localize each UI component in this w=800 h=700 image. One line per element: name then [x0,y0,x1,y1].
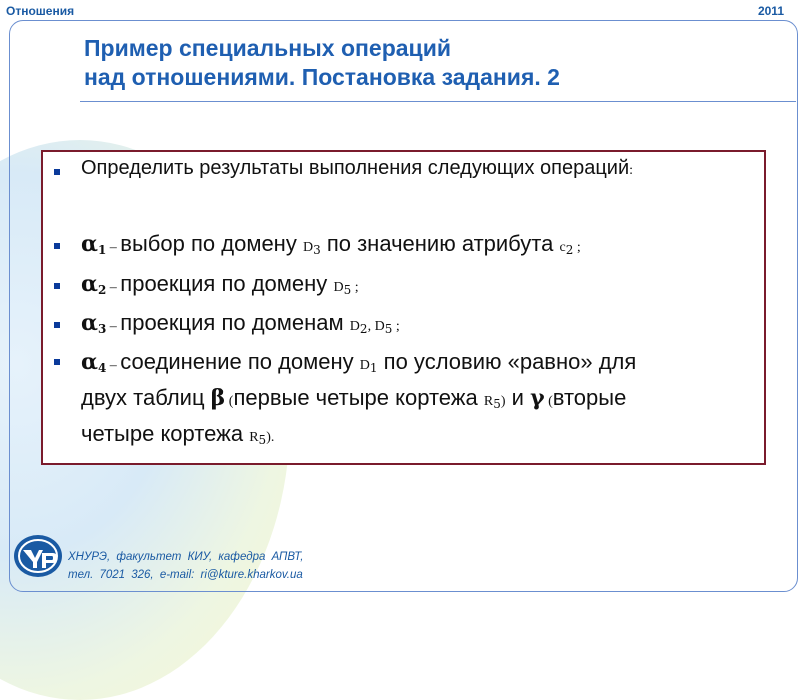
operation-text: выбор по домену [120,231,297,256]
subscript: 5 [384,322,393,336]
university-logo-icon [13,533,63,579]
bullet-marker [54,169,60,175]
list-item [43,310,733,340]
operation-text: и [505,385,531,410]
terminator: ; [351,280,359,295]
domain-name: , D [367,319,385,334]
title-line-1: Пример специальных операций [84,35,451,61]
attribute-name: c [559,240,566,255]
alpha-symbol: α [81,349,98,375]
paren: ) [500,394,506,409]
subscript: 4 [97,361,107,375]
domain-name: D [359,358,370,373]
list-item [43,347,733,447]
domain-name: D [349,319,360,334]
operation-text: вторые [552,385,627,410]
operation-text: по значению атрибута [320,231,560,256]
subscript: 5 [258,433,267,447]
page-title [84,34,560,92]
subscript: 3 [313,243,321,257]
bullet-marker [54,283,60,289]
operation-text: первые четыре кортежа [233,385,478,410]
bullet-text [81,347,636,455]
bullet-marker [54,243,60,249]
subscript: 1 [369,361,378,375]
footer-line-1: ХНУРЭ, факультет КИУ, кафедра АПВТ, [68,551,304,563]
dash: – [106,280,121,295]
operation-text: четыре кортежа [81,421,244,446]
subscript: 2 [97,283,107,297]
header-topic: Отношения [6,4,75,18]
list-item [43,271,733,301]
header-year: 2011 [757,4,784,18]
list-item [43,157,733,187]
terminator: ; [392,319,400,334]
task-intro-text: Определить результаты выполнения следующих операций [81,157,630,179]
footer-line-2: тел. 7021 326, e-mail: ri@kture.kharkov.ua [68,569,303,581]
operation-text: по условию «равно» для [377,349,637,374]
alpha-symbol: α [81,310,98,336]
paren: ( [544,394,553,409]
dash: – [106,358,121,373]
domain-name: D [302,240,314,255]
terminator: ). [266,430,275,445]
operation-text: соединение по домену [120,349,354,374]
subscript: 1 [97,243,107,257]
operation-text: проекция по доменам [120,310,344,335]
domain-name: D [333,280,344,295]
footer-contact [68,548,303,584]
operation-text: проекция по домену [120,271,328,296]
subscript: 5 [493,397,501,411]
subscript: 2 [565,243,574,257]
bullet-marker [54,359,60,365]
title-line-2: над отношениями. Постановка задания. 2 [84,64,560,90]
relation-name: R [249,430,259,445]
dash: – [106,319,121,334]
dash: – [106,240,121,255]
relation-name: R [483,394,494,409]
alpha-symbol: α [81,231,98,257]
gamma-symbol: γ [530,385,545,411]
subscript: 2 [359,322,368,336]
title-divider [80,101,796,102]
operation-text: двух таблиц [81,385,211,410]
content-box [41,150,766,465]
bullet-text [81,310,400,336]
colon: : [629,163,634,178]
paren: ( [225,394,234,409]
list-item [43,231,733,261]
subscript: 5 [343,283,352,297]
subscript: 3 [97,322,107,336]
beta-symbol: β [210,385,226,411]
bullet-text [81,271,359,297]
bullet-marker [54,322,60,328]
alpha-symbol: α [81,271,98,297]
terminator: ; [573,240,581,255]
header-bar [0,0,800,22]
bullet-text [81,157,633,180]
bullet-text [81,231,581,257]
